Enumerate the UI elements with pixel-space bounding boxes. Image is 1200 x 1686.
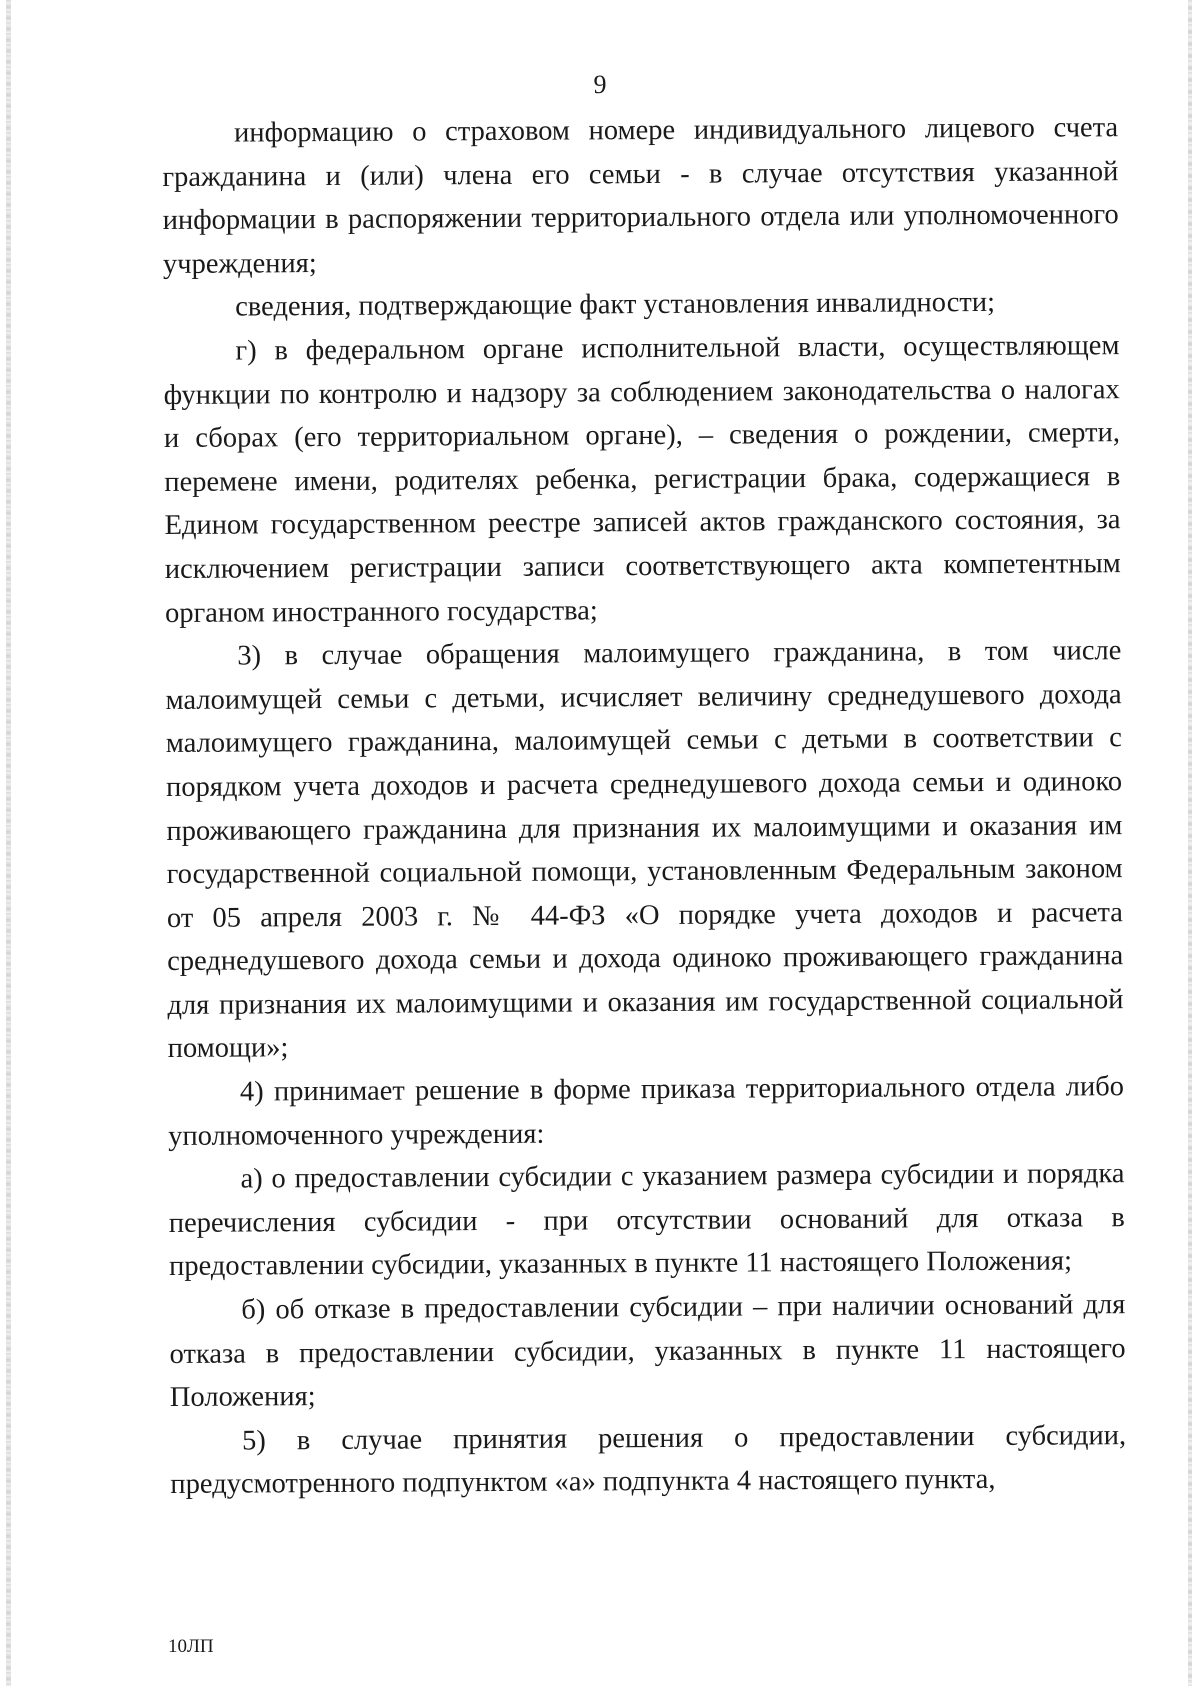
paragraph-subsidy-grant: а) о предоставлении субсидии с указанием размера субсидии и порядка перечисления субсидии - при отсутствии оснований для отказа в предоставлении субсидии, указанных в пункте 11 настоящего Положения; bbox=[168, 1158, 1125, 1283]
paragraph-income-calculation: 3) в случае обращения малоимущего гражданина, в том числе малоимущей семьи с детьми, исчисляет величину среднедушевого дохода малоимущего гражданина, малоимущей семьи с детьми в соответствии с порядком учета доходов и расчета среднедушевого дохода семьи и одиноко проживающего гражданина для признания их малоимущими и оказания им государственной социальной помощи, установленным Федеральным законом от 05 апреля 2003 г. № 44-ФЗ «О порядке учета доходов и расчета среднедушевого дохода семьи и дохода одиноко проживающего гражданина для признания их малоимущими и оказания им государственной социальной помощи»; bbox=[165, 635, 1124, 1065]
paragraph-decision: 4) принимает решение в форме приказа территориального отдела либо уполномоченного учреждения: bbox=[168, 1071, 1125, 1152]
paragraph-tax-authority: г) в федеральном органе исполнительной власти, осуществляющем функции по контролю и надзору за соблюдением законодательства о налогах и сборах (его территориальном органе), – сведения о рождении, смерти, перемене имени, родителях ребенка, регистрации брака, содержащиеся в Едином государственном реестре записей актов гражданского состояния, за исключением регистрации записи соответствующего акта компетентным органом иностранного государства; bbox=[163, 330, 1121, 629]
footer-document-code: 10ЛП bbox=[168, 1636, 214, 1657]
scan-edge-right bbox=[1188, 0, 1192, 1686]
paragraph-insurance-number: информацию о страховом номере индивидуального лицевого счета гражданина и (или) члена его семьи - в случае отсутствия указанной информации в распоряжении территориального отдела или уполномоченного учреждения; bbox=[162, 112, 1119, 280]
page-number: 9 bbox=[593, 70, 607, 99]
scan-edge-left bbox=[6, 0, 11, 1686]
document-body bbox=[162, 106, 1127, 1507]
paragraph-subsidy-refusal: б) об отказе в предоставлении субсидии – при наличии оснований для отказа в предоставлении субсидии, указанных в пункте 11 настоящего Положения; bbox=[169, 1289, 1126, 1414]
paragraph-disability-info: сведения, подтверждающие факт установления инвалидности; bbox=[235, 287, 996, 323]
paragraph-subsidy-decision-followup: 5) в случае принятия решения о предоставлении субсидии, предусмотренного подпунктом «а» подпункта 4 настоящего пункта, bbox=[170, 1419, 1127, 1501]
